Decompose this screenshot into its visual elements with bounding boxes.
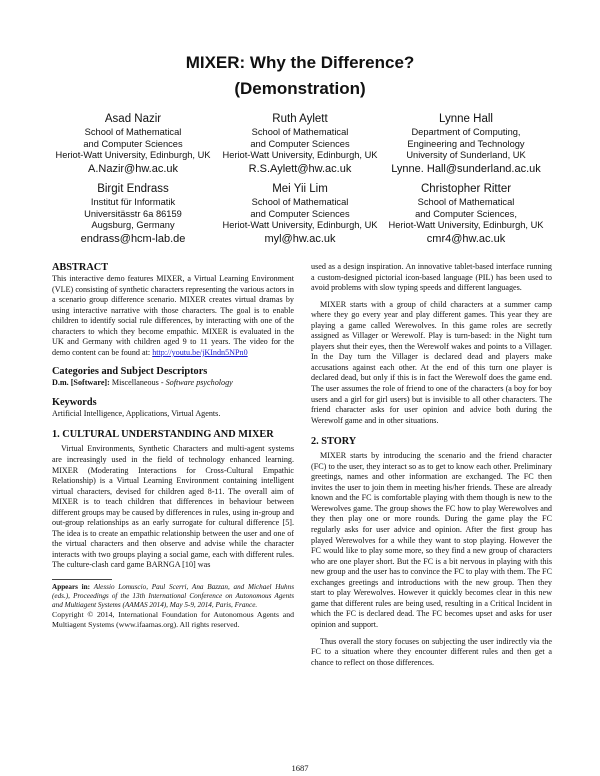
author-affiliation: Heriot-Watt University, Edinburgh, UK: [388, 220, 544, 230]
title-line-2: (Demonstration): [234, 79, 366, 98]
author-affiliation: and Computer Sciences: [250, 138, 350, 149]
author-affiliation: Universitässtr 6a 86159: [84, 208, 182, 219]
video-link[interactable]: http://youtu.be/jKIndn5NPn0: [152, 347, 248, 357]
section-2-heading: 2. STORY: [311, 436, 357, 448]
author-affiliation: and Computer Sciences: [250, 208, 350, 219]
author-name: Lynne Hall: [439, 113, 493, 125]
left-column: [52, 262, 294, 630]
author-block-6: [366, 182, 566, 246]
author-email: A.Nazir@hw.ac.uk: [87, 162, 179, 175]
author-affiliation: School of Mathematical: [251, 197, 349, 207]
author-email: myl@hw.ac.uk: [264, 232, 336, 245]
section-1-heading: 1. CULTURAL UNDERSTANDING AND MIXER: [52, 429, 274, 441]
abstract-text: This interactive demo features MIXER, a Virtual Learning Environment (VLE) consisting of synthetic characters representing the various actors in a scenario group difference scenario. MIXER creates virtual dramas by using interactive narrative with those characters. The goal is to enable children to identify social rule differences, by interacting with one of the characters to which they become empathic. MIXER is evaluated in the UK and Germany with children aged 9 to 11 years. The video for the demo content can be found at: http://youtu.be/jKIndn5NPn0: [52, 274, 294, 357]
author-affiliation: University of Sunderland, UK: [406, 150, 526, 160]
keywords-text: Artificial Intelligence, Applications, Virtual Agents.: [52, 408, 221, 418]
author-name: Asad Nazir: [104, 113, 162, 125]
author-affiliation: and Computer Sciences: [83, 138, 183, 149]
right-paragraph-3: MIXER starts by introducing the scenario and the friend character (FC) to the user, they interact so as to get to know each other. Preliminary greetings, names and other information are exchanged. The FC then invites the user to join them in meeting his/her friends. These are already known and the FC is comfortable playing with them though is new to the Werewolves game. The group shows the FC how to play Werewolves and they then play one or more rounds. During the game play the FC regularly asks for user advice and opinion. After the first group has played Werewolves for a while they want to stop playing. However the FC would like to play some more, so they find a new group of characters who are one player short. But the FC is a bit nervous in playing with this new group and the user has to convince the FC to play with them. The FC exchanges greetings and introductions with the new group. Then they start to play Werewolves. However it quickly becomes clear in this new game that different rules are being used, resulting in a Critical Incident in which the FC is declared dead. The FC becomes upset and asks for user opinion and support.: [311, 451, 552, 629]
author-email: R.S.Aylett@hw.ac.uk: [248, 162, 352, 175]
footnote-rule: [52, 579, 112, 580]
appears-in-note: Appears in: Alessio Lomuscio, Paul Scerri, Ana Bazzan, and Michael Huhns (eds.), Proceedings of the 13th International Conference on Autonomous Agents and Multiagent Systems (AAMAS 2014), May 5-9, 2014, Paris, France.: [52, 583, 295, 610]
author-email: Lynne. Hall@sunderland.ac.uk: [391, 162, 541, 175]
right-paragraph-1: used as a design inspiration. An innovative tablet-based interface running a custom-designed pictorial icon-based language (PIL) has been used to avoid problems with slow typing speeds and different languages.: [311, 262, 552, 293]
paper-title: [0, 50, 600, 102]
abstract-heading: ABSTRACT: [52, 262, 109, 273]
author-affiliation: Heriot-Watt University, Edinburgh, UK: [222, 220, 378, 230]
categories-text: D.m. [Software]: Miscellaneous - Software psychology: [52, 378, 233, 388]
author-email: cmr4@hw.ac.uk: [426, 232, 506, 245]
section-1-text: Virtual Environments, Synthetic Characters and multi-agent systems are increasingly used in the field of technology enhanced learning. MIXER (Moderating Interactions for Cross-Cultural Empathic Relationship) is a Virtual Learning Environment containing intelligent virtual characters, devised for children aged 8-11. The overall aim of MIXER is to teach children that differences in behaviour between different groups may be caused by differences in rules, using in-group and out-group relationships as an early surrogate for cultural difference [5]. The idea is to create an empathic relationship between the user and one of the virtual characters and then observe and advise while the character interacts with two groups playing a social game, each with different rules. The culture-clash card game BARNGA [10] was: [52, 444, 294, 570]
right-paragraph-2: MIXER starts with a group of child characters at a summer camp where they go every year and play different games. This year they are playing a game called Werewolves. In this game roles are secretly assigned as Villager or Werewolf. Play is turn-based: in the Night turn players shut their eyes, then the Werewolf wakes and points to a Villager. In the Day turn the Villager is declared dead and players make accusations against each other. At the end of this turn one player is declared dead, but only if this is in fact the Werewolf does the game end. The user assumes the role of friend to one of the characters (a boy for boy users and a girl for girl users) but is invisible to all other characters. The friend character asks for user opinion and advice both during the Werewolf game and in other situations.: [311, 299, 552, 425]
author-affiliation: Engineering and Technology: [407, 138, 525, 149]
keywords-heading: Keywords: [52, 396, 97, 408]
author-email: endrass@hcm-lab.de: [80, 232, 186, 245]
author-block-3: [366, 112, 566, 176]
author-affiliation: Heriot-Watt University, Edinburgh, UK: [55, 150, 211, 160]
author-affiliation: Institut für Informatik: [90, 197, 176, 207]
author-name: Ruth Aylett: [272, 113, 328, 125]
right-column: [311, 262, 552, 668]
right-paragraph-4: Thus overall the story focuses on subjecting the user indirectly via the FC to a situation where they encounter different rules and then get a chance to reflect on those differences.: [311, 636, 552, 667]
author-name: Christopher Ritter: [420, 183, 512, 195]
author-affiliation: Department of Computing,: [411, 127, 521, 137]
author-affiliation: School of Mathematical: [84, 127, 182, 137]
title-line-1: MIXER: Why the Difference?: [185, 53, 415, 72]
author-affiliation: Heriot-Watt University, Edinburgh, UK: [222, 150, 378, 160]
author-affiliation: School of Mathematical: [251, 127, 349, 137]
author-affiliation: Augsburg, Germany: [91, 220, 175, 230]
author-name: Mei Yii Lim: [272, 183, 328, 195]
author-affiliation: and Computer Sciences,: [415, 208, 517, 219]
copyright-note: Copyright © 2014, International Foundation for Autonomous Agents and Multiagent Systems (www.ifaamas.org). All rights reserved.: [52, 610, 294, 630]
author-affiliation: School of Mathematical: [417, 197, 515, 207]
page-number: 1687: [291, 763, 309, 773]
categories-heading: Categories and Subject Descriptors: [52, 366, 208, 378]
author-name: Birgit Endrass: [97, 183, 169, 195]
